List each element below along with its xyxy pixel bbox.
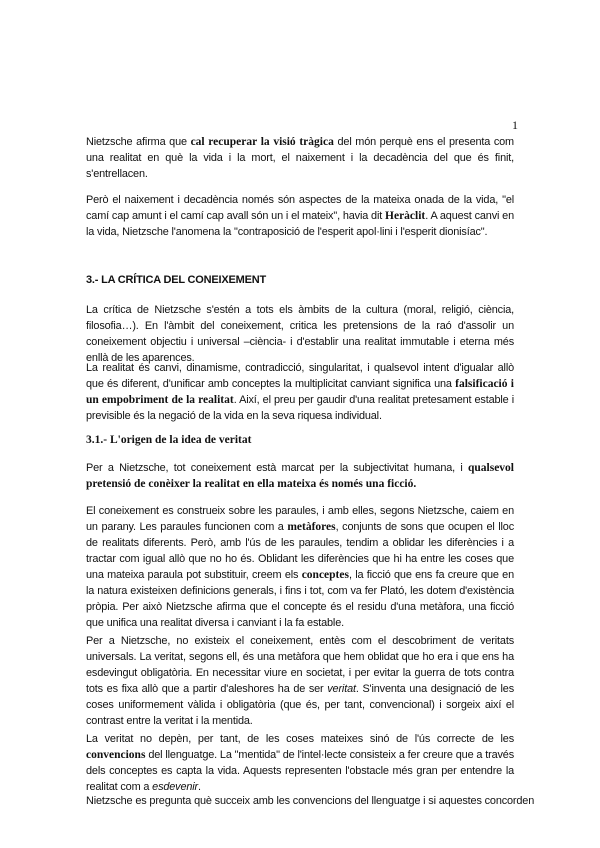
- bold-term: conceptes: [301, 569, 349, 581]
- italic-term: esdevenir: [152, 781, 199, 793]
- italic-term: veritat: [327, 683, 356, 695]
- section-heading: 3.- LA CRÍTICA DEL CONEIXEMENT: [86, 274, 266, 286]
- paragraph-reality-change: La realitat és canvi, dinamisme, contradicció, singularitat, i qualsevol intent d'igualar allò que és diferent, d'unificar amb conceptes la multiplicitat canviant significa una falsificació i un empobriment de la realitat. Així, el preu per gaudir d'una realitat pretesament estable i previsible és la negació de la vida en la seva riquesa individual.: [86, 362, 514, 422]
- paragraph-truth: Per a Nietzsche, no existeix el coneixement, entès com el descobriment de veritats universals. La veritat, segons ell, és una metàfora que hem oblidat que ho era i que ens ha esdevingut obligatòria. En necessitar viure en societat, i per evitar la guerra de tots contra tots es fixa allò que a partir d'aleshores ha de ser veritat. S'inventa una designació de les coses uniformement vàlida i obligatòria (que és, per tant, convencional) i sorgeix així el contrast entre la veritat i la mentida.: [86, 635, 514, 727]
- paragraph-tragic-vision: Nietzsche afirma que cal recuperar la visió tràgica del món perquè ens el presenta com una realitat en què la vida i la mort, el naixement i la decadència del que és finit, s'entrellacen.: [86, 136, 514, 180]
- paragraph-heraclitus: Però el naixement i decadència només són aspectes de la mateixa onada de la vida, "el camí cap amunt i el camí cap avall són un i el mateix", havia dit Heràclit. A aquest canvi en la vida, Nietzsche l'anomena la "contraposició de l'esperit apol·lini i l'esperit dionisíac".: [86, 194, 514, 238]
- paragraph-metaphors: El coneixement es construeix sobre les paraules, i amb elles, segons Nietzsche, caiem en un parany. Les paraules funcionen com a metàfores, conjunts de sons que ocupen el lloc de realitats diferents. Però, amb l'ús de les paraules, tendim a oblidar les diferències i a tractar com igual allò que no ho és. Oblidant les diferències que hi ha entre les coses que una mateixa paraula pot substituir, creem els conceptes, la ficció que ens fa creure que en la natura existeixen definicions generals, i fins i tot, com va fer Plató, les dotem d'existència pròpia. Per això Nietzsche afirma que el concepte és el residu d'una metàfora, una ficció que unifica una realitat diversa i canviant i la fa estable.: [86, 505, 514, 629]
- bold-term: metàfores: [287, 521, 336, 533]
- paragraph-conventions: La veritat no depèn, per tant, de les coses mateixes sinó de l'ús correcte de les convencions del llenguatge. La "mentida" de l'intel·lecte consisteix a fer creure que a través dels conceptes es capta la vida. Aquests representen l'obstacle més gran per entendre la realitat com a esdevenir.: [86, 733, 514, 793]
- paragraph-final: Nietzsche es pregunta què succeix amb les convencions del llenguatge i si aquestes concorden: [86, 795, 535, 807]
- paragraph-critique-scope: La crítica de Nietzsche s'estén a tots els àmbits de la cultura (moral, religió, ciència, filosofia…). En l'àmbit del coneixement, critica les pretensions de la raó d'assolir un coneixement objectiu i universal –ciència- i d'establir una realitat immutable i eterna més enllà de les aparences.: [86, 304, 514, 364]
- bold-term: convencions: [86, 749, 146, 761]
- bold-name: Heràclit: [385, 210, 426, 222]
- bold-phrase: cal recuperar la visió tràgica: [190, 136, 334, 148]
- page-number: 1: [512, 118, 518, 132]
- subsection-heading: 3.1.- L'origen de la idea de veritat: [86, 434, 252, 446]
- bold-phrase: falsificació i un empobriment de la realitat: [86, 378, 514, 406]
- paragraph-subjectivity: Per a Nietzsche, tot coneixement està marcat per la subjectivitat humana, i qualsevol pretensió de conèixer la realitat en ella mateixa és només una ficció.: [86, 462, 514, 490]
- bold-phrase: qualsevol pretensió de conèixer la realitat en ella mateixa és només una ficció.: [86, 462, 514, 490]
